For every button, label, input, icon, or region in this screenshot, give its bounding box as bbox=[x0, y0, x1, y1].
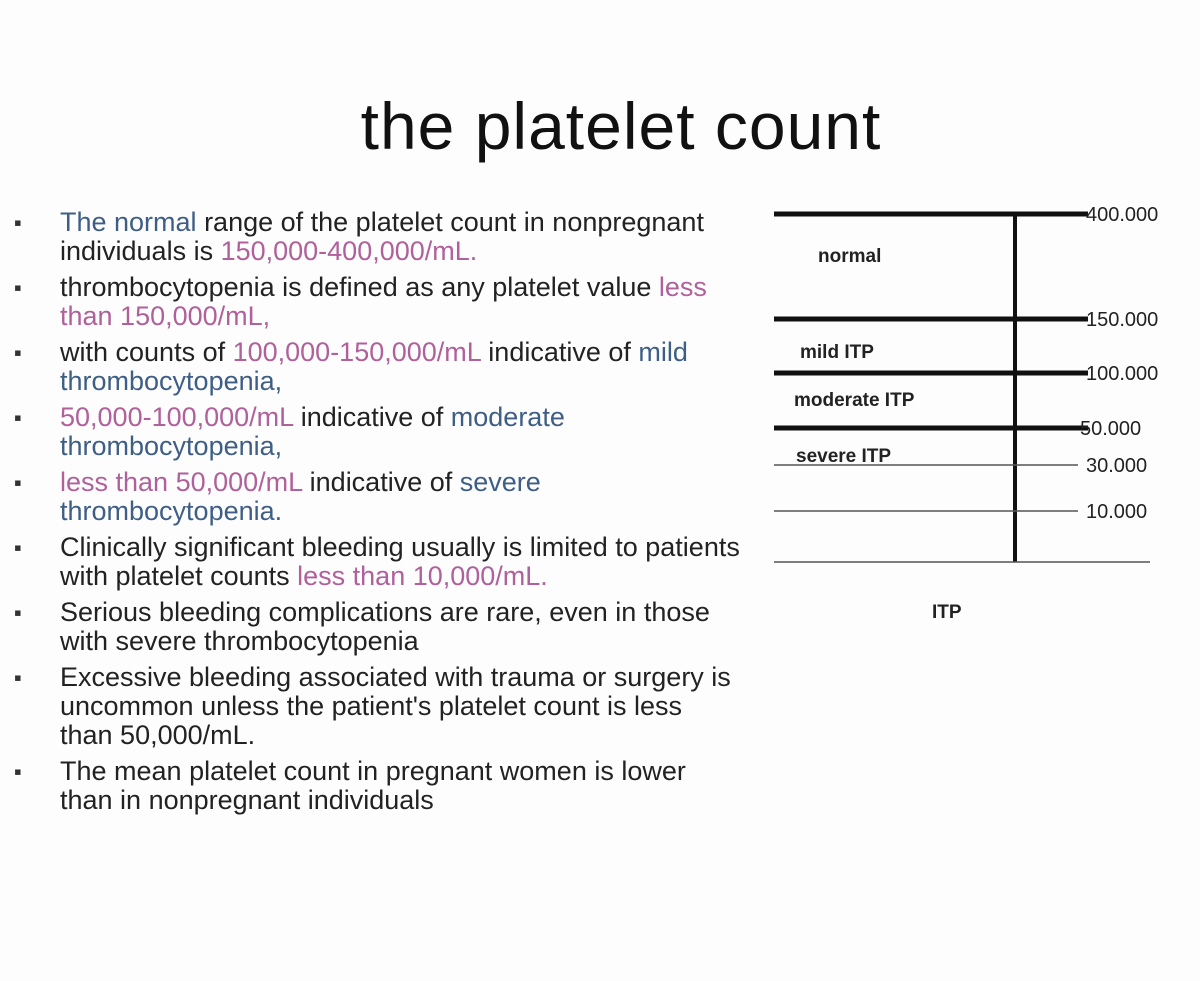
bullet-text-segment: mild thrombocytopenia, bbox=[60, 337, 688, 396]
bullet-marker-icon: ▪ bbox=[14, 759, 22, 784]
bullet-item bbox=[10, 757, 740, 815]
bullet-item bbox=[10, 208, 740, 266]
bullet-item bbox=[10, 403, 740, 461]
bullet-marker-icon: ▪ bbox=[14, 665, 22, 690]
bullet-item bbox=[10, 533, 740, 591]
bullet-text-segment: severe thrombocytopenia. bbox=[60, 467, 541, 526]
bullet-marker-icon: ▪ bbox=[14, 600, 22, 625]
bullet-item bbox=[10, 468, 740, 526]
bullet-list bbox=[10, 208, 740, 822]
bullet-text-segment: Excessive bleeding associated with trauma or surgery is uncommon unless the patient's platelet count is less than 50,000/mL. bbox=[60, 662, 731, 750]
bullet-text-segment: indicative of bbox=[480, 337, 639, 367]
bullet-text-segment: Clinically significant bleeding usually is limited to patients with platelet counts bbox=[60, 532, 740, 591]
scale-tick-label: 100.000 bbox=[1086, 363, 1159, 385]
bullet-text-segment: indicative of bbox=[302, 467, 460, 497]
bullet-text-segment: 100,000-150,000/mL bbox=[232, 337, 481, 367]
bullet-text-segment: The mean platelet count in pregnant women is lower than in nonpregnant individuals bbox=[60, 756, 686, 815]
bullet-marker-icon: ▪ bbox=[14, 275, 22, 300]
bullet-marker-icon: ▪ bbox=[14, 405, 22, 430]
bullet-text-segment: The normal bbox=[60, 207, 197, 237]
bullet-item bbox=[10, 598, 740, 656]
scale-tick-label: 400.000 bbox=[1086, 204, 1159, 226]
bullet-text-segment: moderate thrombocytopenia, bbox=[60, 402, 565, 461]
bullet-text-segment: thrombocytopenia is defined as any platelet value bbox=[60, 272, 659, 302]
scale-tick-label: 10.000 bbox=[1086, 501, 1148, 523]
bullet-item bbox=[10, 273, 740, 331]
bullet-text-segment: with counts of bbox=[60, 337, 233, 367]
bullet-text-segment: less than 50,000/mL bbox=[60, 467, 303, 497]
zone-label: moderate ITP bbox=[794, 390, 915, 411]
bullet-text-segment: range of the platelet count in nonpregnant individuals is bbox=[60, 207, 704, 266]
zone-label: normal bbox=[818, 246, 882, 267]
slide-title: the platelet count bbox=[360, 89, 882, 163]
bullet-text-segment: Serious bleeding complications are rare, even in those with severe thrombocytopenia bbox=[60, 597, 710, 656]
zone-label: mild ITP bbox=[800, 342, 874, 363]
axis-label: ITP bbox=[932, 602, 962, 623]
bullet-marker-icon: ▪ bbox=[14, 210, 22, 235]
bullet-item bbox=[10, 338, 740, 396]
bullet-marker-icon: ▪ bbox=[14, 470, 22, 495]
scale-tick-label: 50.000 bbox=[1080, 418, 1142, 440]
bullet-text-segment: indicative of bbox=[293, 402, 451, 432]
bullet-text-segment: less than 150,000/mL, bbox=[60, 272, 707, 331]
platelet-scale-diagram bbox=[760, 190, 1190, 640]
bullet-item bbox=[10, 663, 740, 750]
bullet-text-segment: 50,000-100,000/mL bbox=[60, 402, 294, 432]
scale-tick-label: 150.000 bbox=[1086, 309, 1159, 331]
bullet-marker-icon: ▪ bbox=[14, 340, 22, 365]
scale-tick-label: 30.000 bbox=[1086, 455, 1148, 477]
zone-label: severe ITP bbox=[796, 446, 892, 467]
bullet-text-segment: 150,000-400,000/mL. bbox=[220, 236, 478, 266]
bullet-marker-icon: ▪ bbox=[14, 535, 22, 560]
bullet-text-segment: less than 10,000/mL. bbox=[297, 561, 548, 591]
